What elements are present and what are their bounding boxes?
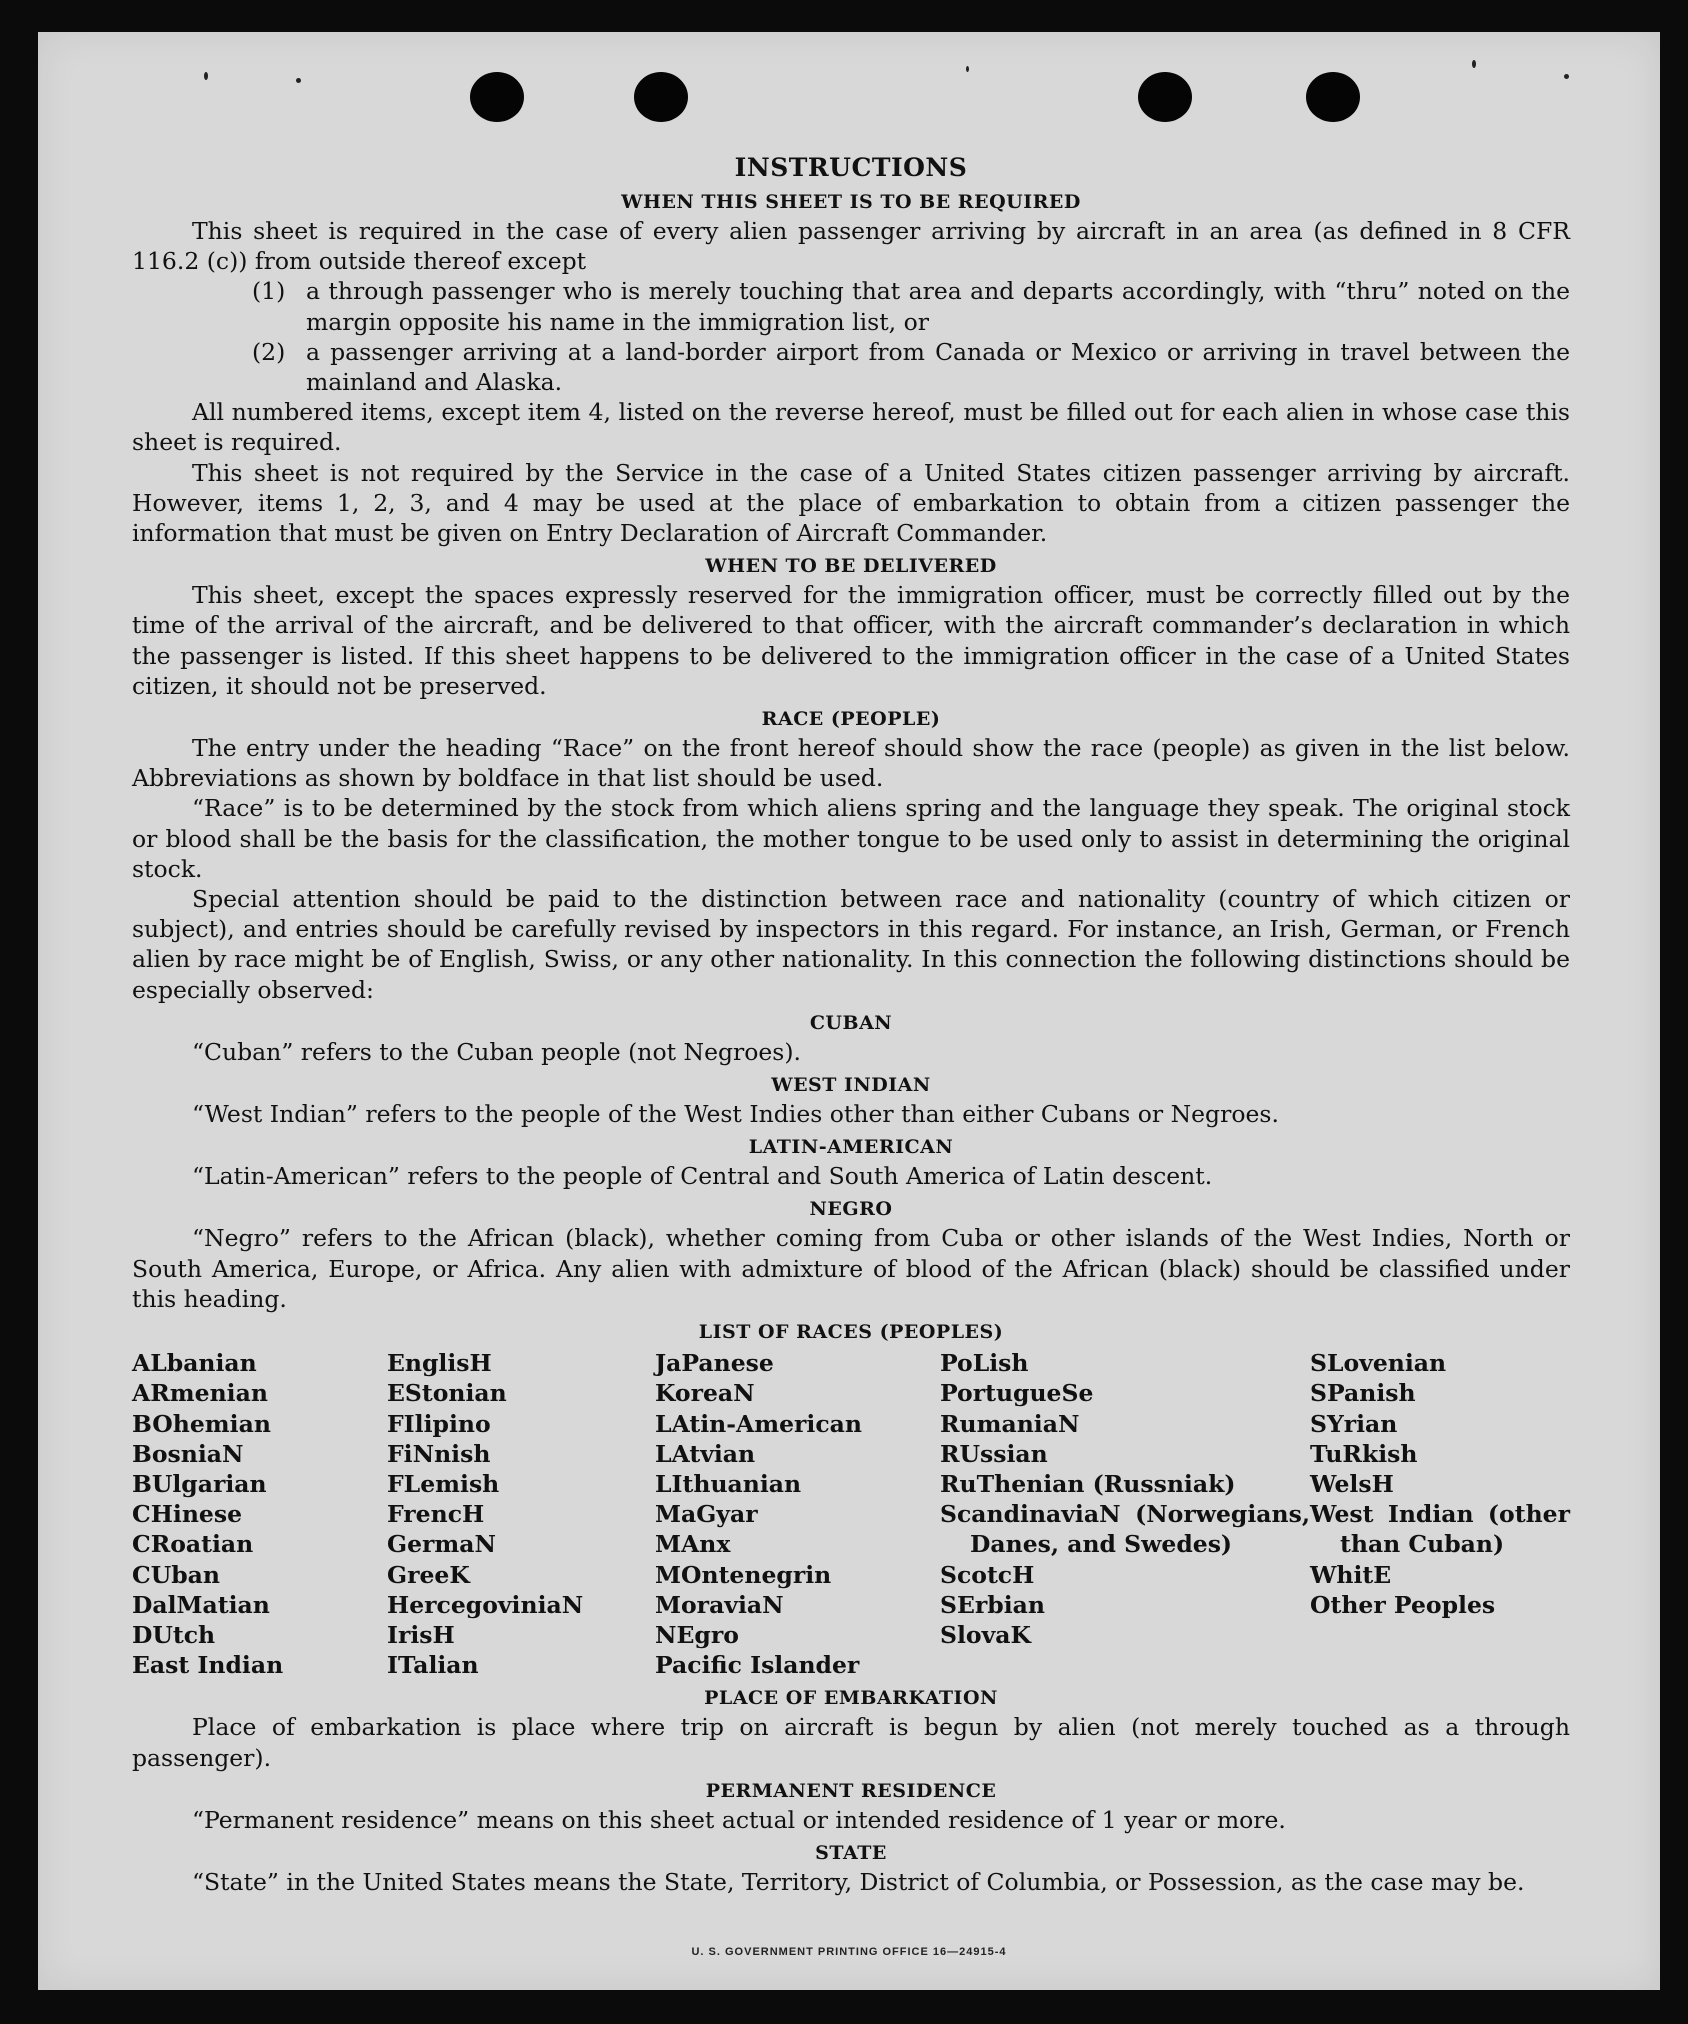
race-list-item: SlovaK bbox=[940, 1620, 1031, 1649]
race-list-item: MaGyar bbox=[655, 1500, 758, 1529]
speck bbox=[296, 78, 301, 83]
race-list-item: BUlgarian bbox=[132, 1469, 267, 1498]
race-list-item: SPanish bbox=[1310, 1379, 1416, 1408]
exceptions-list bbox=[132, 276, 1570, 397]
speck bbox=[1472, 60, 1476, 68]
cuban-paragraph: “Cuban” refers to the Cuban people (not Negroes). bbox=[192, 1037, 802, 1066]
race-list-item: ScotcH bbox=[940, 1560, 1035, 1589]
race-list-item: LAtin-American bbox=[655, 1409, 862, 1438]
exception-number: (1) bbox=[252, 277, 286, 306]
race-list-item: NEgro bbox=[655, 1620, 739, 1649]
exception-text: a passenger arriving at a land-border airport from Canada or Mexico or arriving in travel between the mainland and Alaska. bbox=[306, 337, 1570, 397]
race-list-item: RuThenian (Russniak) bbox=[940, 1469, 1236, 1498]
residence-paragraph: “Permanent residence” means on this sheet actual or intended residence of 1 year or more. bbox=[192, 1805, 1286, 1834]
race-list-item: SYrian bbox=[1310, 1409, 1398, 1438]
race-paragraph-1: The entry under the heading “Race” on the front hereof should show the race (people) as given in the list below. Abbreviations as shown by boldface in that list should be used. bbox=[132, 734, 1570, 793]
delivered-paragraph: This sheet, except the spaces expressly reserved for the immigration officer, must be correctly filled out by the time of the arrival of the aircraft, and be delivered to that officer, with the aircraft commander’s declaration in which the passenger is listed. If this sheet happens to be delivered to the immigration officer in the case of a United States citizen, it should not be preserved. bbox=[132, 581, 1570, 700]
section-heading-delivered: WHEN TO BE DELIVERED bbox=[705, 555, 997, 578]
race-list-item: LIthuanian bbox=[655, 1469, 802, 1498]
race-list-item: ScandinaviaN (Norwegians, Danes, and Swedes) bbox=[940, 1500, 1310, 1559]
race-list-item: IrisH bbox=[387, 1620, 455, 1649]
race-list-item: TuRkish bbox=[1310, 1439, 1418, 1468]
race-list-item: EStonian bbox=[387, 1379, 507, 1408]
race-list-item: EnglisH bbox=[387, 1349, 492, 1378]
section-heading-embarkation: PLACE OF EMBARKATION bbox=[704, 1687, 998, 1710]
race-paragraph-3: Special attention should be paid to the distinction between race and nationality (country of which citizen or subject), and entries should be carefully revised by inspectors in this regard. For instance, an Irish, German, or French alien by race might be of English, Swiss, or any other nationality. In this connection the following distinctions should be especially observed: bbox=[132, 885, 1570, 1004]
instructions-content bbox=[132, 116, 1570, 1897]
section-heading-required: WHEN THIS SHEET IS TO BE REQUIRED bbox=[621, 191, 1081, 213]
speck bbox=[1564, 74, 1569, 79]
section-heading-west-indian: WEST INDIAN bbox=[771, 1074, 931, 1097]
races-column-4 bbox=[940, 1348, 1310, 1680]
required-paragraph-2: All numbered items, except item 4, listed on the reverse hereof, must be filled out for each alien in whose case this sheet is required. bbox=[132, 398, 1570, 457]
races-list bbox=[132, 1348, 1570, 1680]
race-list-item: MAnx bbox=[655, 1530, 731, 1559]
race-list-item: HercegoviniaN bbox=[387, 1590, 584, 1619]
race-list-item: SLovenian bbox=[1310, 1349, 1447, 1378]
race-list-item: CRoatian bbox=[132, 1530, 254, 1559]
race-list-item: BOhemian bbox=[132, 1409, 271, 1438]
section-heading-state: STATE bbox=[815, 1841, 887, 1864]
punch-hole bbox=[1306, 72, 1360, 122]
races-column-3 bbox=[655, 1348, 940, 1680]
negro-paragraph: “Negro” refers to the African (black), whether coming from Cuba or other islands of the West Indies, North or South America, Europe, or Africa. Any alien with admixture of blood of the African (black) should be classified under this heading. bbox=[132, 1224, 1570, 1313]
race-list-item: BosniaN bbox=[132, 1439, 244, 1468]
state-paragraph: “State” in the United States means the State, Territory, District of Columbia, or Possession, as the case may be. bbox=[192, 1867, 1525, 1896]
section-heading-list-of-races: LIST OF RACES (PEOPLES) bbox=[698, 1321, 1004, 1344]
section-heading-cuban: CUBAN bbox=[809, 1011, 893, 1034]
race-list-item: CUban bbox=[132, 1560, 220, 1589]
race-list-item: CHinese bbox=[132, 1500, 243, 1529]
races-column-2 bbox=[387, 1348, 655, 1680]
embarkation-paragraph: Place of embarkation is place where trip on aircraft is begun by alien (not merely touched as a through passenger). bbox=[132, 1713, 1570, 1772]
race-list-item: RumaniaN bbox=[940, 1409, 1080, 1438]
required-paragraph-1: This sheet is required in the case of every alien passenger arriving by aircraft in an area (as defined in 8 CFR 116.2 (c)) from outside thereof except bbox=[132, 217, 1570, 276]
printer-imprint: U. S. GOVERNMENT PRINTING OFFICE 16—24915-4 bbox=[691, 1946, 1007, 1958]
race-list-item: WhitE bbox=[1310, 1560, 1392, 1589]
race-list-item: LAtvian bbox=[655, 1439, 756, 1468]
race-list-item: PoLish bbox=[940, 1349, 1029, 1378]
page-title: INSTRUCTIONS bbox=[734, 153, 968, 182]
races-column-5 bbox=[1310, 1348, 1570, 1680]
punch-hole bbox=[1138, 72, 1192, 122]
race-list-item: DUtch bbox=[132, 1620, 216, 1649]
document-sheet bbox=[38, 32, 1660, 1990]
race-list-item: PortugueSe bbox=[940, 1379, 1094, 1408]
race-list-item: ITalian bbox=[387, 1651, 479, 1680]
race-list-item: GreeK bbox=[387, 1560, 470, 1589]
race-list-item: Other Peoples bbox=[1310, 1590, 1496, 1619]
race-list-item: MoraviaN bbox=[655, 1590, 784, 1619]
race-list-item: WelsH bbox=[1310, 1469, 1394, 1498]
race-list-item: ARmenian bbox=[132, 1379, 268, 1408]
section-heading-race: RACE (PEOPLE) bbox=[761, 708, 941, 731]
race-list-item: MOntenegrin bbox=[655, 1560, 832, 1589]
race-list-item: RUssian bbox=[940, 1439, 1048, 1468]
race-list-item: GermaN bbox=[387, 1530, 496, 1559]
race-list-item: Pacific Islander bbox=[655, 1651, 860, 1680]
race-list-item: JaPanese bbox=[655, 1349, 774, 1378]
required-paragraph-3: This sheet is not required by the Service in the case of a United States citizen passenger arriving by aircraft. However, items 1, 2, 3, and 4 may be used at the place of embarkation to obtain from a citizen passenger the information that must be given on Entry Declaration of Aircraft Commander. bbox=[132, 458, 1570, 548]
section-heading-residence: PERMANENT RESIDENCE bbox=[705, 1779, 997, 1802]
exception-text: a through passenger who is merely touching that area and departs accordingly, with “thru” noted on the margin opposite his name in the immigration list, or bbox=[306, 277, 1570, 336]
race-list-item: FIlipino bbox=[387, 1409, 491, 1438]
race-list-item: East Indian bbox=[132, 1651, 284, 1680]
race-list-item: West Indian (other than Cuban) bbox=[1310, 1500, 1570, 1559]
races-column-1 bbox=[132, 1348, 387, 1680]
exception-item bbox=[132, 276, 1570, 336]
race-list-item: FrencH bbox=[387, 1500, 485, 1529]
race-list-item: FLemish bbox=[387, 1469, 500, 1498]
speck bbox=[204, 72, 208, 80]
punch-hole bbox=[634, 72, 688, 122]
west-indian-paragraph: “West Indian” refers to the people of the West Indies other than either Cubans or Negroes. bbox=[192, 1100, 1279, 1129]
latin-american-paragraph: “Latin-American” refers to the people of Central and South America of Latin descent. bbox=[192, 1162, 1213, 1191]
race-list-item: DalMatian bbox=[132, 1590, 270, 1619]
exception-item bbox=[132, 337, 1570, 397]
race-list-item: FiNnish bbox=[387, 1439, 491, 1468]
punch-hole bbox=[470, 72, 524, 122]
exception-number: (2) bbox=[252, 337, 286, 366]
section-heading-latin-american: LATIN-AMERICAN bbox=[748, 1136, 954, 1159]
speck bbox=[966, 66, 969, 72]
race-list-item: KoreaN bbox=[655, 1379, 755, 1408]
race-list-item: ALbanian bbox=[132, 1349, 257, 1378]
section-heading-negro: NEGRO bbox=[809, 1198, 893, 1221]
race-list-item: SErbian bbox=[940, 1590, 1045, 1619]
race-paragraph-2: “Race” is to be determined by the stock from which aliens spring and the language they speak. The original stock or blood shall be the basis for the classification, the mother tongue to be used only to assist in determining the original stock. bbox=[132, 794, 1570, 883]
